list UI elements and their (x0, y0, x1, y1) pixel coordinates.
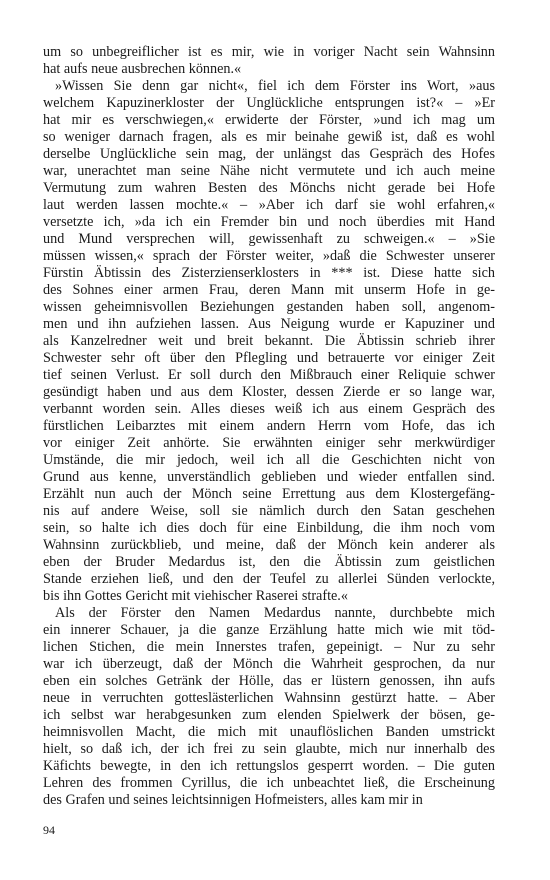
text-line: Vermutung zum wahren Besten des Mönchs nicht gerade bei Hofe (43, 180, 495, 196)
text-line: hat aufs neue ausbrechen können.« (43, 61, 242, 77)
text-line: bis ihn Gottes Gericht mit viehischer Raserei strafte.« (43, 588, 348, 604)
text-line: Käfichts bewegte, in den ich rettungslos gesperrt worden. – Die guten (43, 758, 495, 774)
text-line: war, unerachtet man seine Nähe nicht vermutete und ich auch meine (43, 163, 495, 179)
text-line: gesündigt haben und aus dem Kloster, dessen Zierde er so lange war, (43, 384, 495, 400)
text-line: Wahnsinn zurückblieb, und meine, daß der Mönch kein anderer als (43, 537, 495, 553)
text-line: des Grafen und seines leichtsinnigen Hofmeisters, alles kam mir in (43, 792, 423, 808)
text-line: als Kanzelredner weit und breit bekannt. Die Äbtissin schrieb ihrer (43, 333, 495, 349)
text-line: und Mund versprechen will, gewissenhaft zu schweigen.« – »Sie (43, 231, 495, 247)
text-line: Lehren des frommen Cyrillus, die ich unbeachtet ließ, die Erscheinung (43, 775, 495, 791)
text-line: des Sohnes einer armen Frau, deren Mann mit unserm Hofe in ge- (43, 282, 495, 298)
text-line: Erzählt nun auch der Mönch seine Errettung aus dem Klostergefäng- (43, 486, 495, 502)
text-line: versetzte ich, »da ich ein Fremder bin und noch überdies mit Hand (43, 214, 495, 230)
text-line: welchem Kapuzinerkloster der Unglückliche entsprungen ist?« – »Er (43, 95, 495, 111)
text-line: eben ein solches Getränk der Hölle, das er lüstern genossen, ihn aufs (43, 673, 495, 689)
text-line: hat mir es verschwiegen,« erwiderte der Förster, »und ich mag um (43, 112, 495, 128)
text-line: sein, so halte ich dies doch für eine Einbildung, die ihm noch vom (43, 520, 495, 536)
text-line: um so unbegreiflicher ist es mir, wie in voriger Nacht sein Wahnsinn (43, 44, 495, 60)
text-line: müssen wissen,« sprach der Förster weiter, »daß die Schwester unserer (43, 248, 495, 264)
text-line: nis auf andere Weise, soll sie nämlich durch den Satan geschehen (43, 503, 495, 519)
text-line: verbannt worden sein. Alles dieses weiß ich aus einem Gespräch des (43, 401, 495, 417)
text-line: lichen Stichen, die mein Innerstes trafen, gepeinigt. – Nur zu sehr (43, 639, 495, 655)
text-line: ein innerer Schauer, ja die ganze Erzählung hatte mich wie mit töd- (43, 622, 495, 638)
page-number: 94 (43, 823, 55, 837)
text-line: so weniger darnach fragen, als es mir beinahe gewiß ist, daß es wohl (43, 129, 495, 145)
text-line: Als der Förster den Namen Medardus nannte, durchbebte mich (55, 605, 495, 621)
text-line: heimnisvollen Macht, die mich mit unauflöslichen Banden umstrickt (43, 724, 495, 740)
text-line: wissen geheimnisvollen Beziehungen gestanden haben soll, angenom- (43, 299, 495, 315)
text-line: Schwester sehr oft über den Pflegling und betrauerte vor einiger Zeit (43, 350, 495, 366)
text-line: hielt, so daß ich, der ich frei zu sein glaubte, mich nur innerhalb des (43, 741, 495, 757)
text-line: »Wissen Sie denn gar nicht«, fiel ich dem Förster ins Wort, »aus (55, 78, 495, 94)
text-line: Fürstin Äbtissin des Zisterzienserklosters in *** ist. Diese hatte sich (43, 265, 495, 281)
text-line: tief seinen Verlust. Er soll durch den Mißbrauch einer Reliquie schwer (43, 367, 495, 383)
body-text (43, 44, 495, 809)
text-line: laut werden lassen mochte.« – »Aber ich darf sie wohl erfahren,« (43, 197, 495, 213)
text-line: war ich überzeugt, daß der Mönch die Wahrheit gesprochen, da nur (43, 656, 495, 672)
text-line: Umstände, die mir jedoch, weil ich all die Geschichten nicht von (43, 452, 495, 468)
text-line: ich selbst war herabgesunken zum elenden Spielwerk der bösen, ge- (43, 707, 495, 723)
text-line: Stande erziehen ließ, und den der Teufel zu allerlei Sünden verlockte, (43, 571, 495, 587)
text-line: vor einiger Zeit anhörte. Sie erwähnten einiger sehr merkwürdiger (43, 435, 495, 451)
text-line: derselbe Unglückliche sein mag, der unlängst das Gespräch des Hofes (43, 146, 495, 162)
text-line: Grund aus kenne, unverständlich geblieben und wieder entfallen sind. (43, 469, 495, 485)
text-line: neue in verruchten gotteslästerlichen Wahnsinn gestürzt hatte. – Aber (43, 690, 495, 706)
text-line: men und ihn aufziehen lassen. Aus Neigung wurde er Kapuziner und (43, 316, 495, 332)
text-line: eben der Bruder Medardus ist, den die Äbtissin zum geistlichen (43, 554, 495, 570)
text-line: fürstlichen Leibarztes mit einem andern Herrn vom Hofe, das ich (43, 418, 495, 434)
